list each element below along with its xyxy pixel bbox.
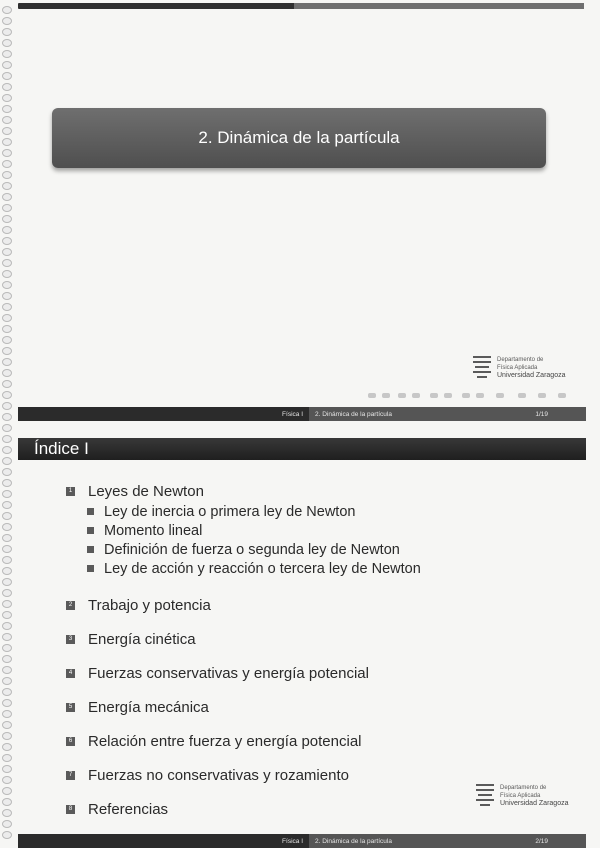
- slide1-logo-text: [497, 356, 565, 380]
- binding-hole: [2, 776, 12, 784]
- bullet-square-icon: [87, 565, 94, 572]
- toc-label: Energía cinética: [88, 630, 196, 648]
- binding-hole: [2, 567, 12, 575]
- binding-hole: [2, 303, 12, 311]
- binding-hole: [2, 325, 12, 333]
- slide2-university-logo: [476, 784, 568, 810]
- binding-hole: [2, 61, 12, 69]
- toc-sublabel: Ley de acción y reacción o tercera ley de Newton: [104, 560, 421, 577]
- binding-hole: [2, 512, 12, 520]
- binding-hole: [2, 787, 12, 795]
- toc-number: 7: [66, 771, 75, 780]
- toc-label: Relación entre fuerza y energía potencial: [88, 732, 362, 750]
- toc-sublabel: Ley de inercia o primera ley de Newton: [104, 503, 356, 520]
- binding-hole: [2, 732, 12, 740]
- university-crest-icon: [473, 356, 491, 382]
- toc-subitem-2[interactable]: [66, 521, 566, 540]
- toc-label: Fuerzas no conservativas y rozamiento: [88, 766, 349, 784]
- binding-hole: [2, 127, 12, 135]
- binding-hole: [2, 490, 12, 498]
- binding-hole: [2, 820, 12, 828]
- binding-hole: [2, 380, 12, 388]
- binding-hole: [2, 17, 12, 25]
- binding-hole: [2, 611, 12, 619]
- binding-hole: [2, 809, 12, 817]
- binding-hole: [2, 677, 12, 685]
- binding-hole: [2, 83, 12, 91]
- toc-item-4[interactable]: [66, 662, 566, 684]
- logo-dept: Departamento de: [497, 357, 544, 363]
- binding-hole: [2, 479, 12, 487]
- binding-hole: [2, 28, 12, 36]
- binding-hole: [2, 710, 12, 718]
- binding-hole: [2, 259, 12, 267]
- toc-number: 3: [66, 635, 75, 644]
- university-crest-icon: [476, 784, 494, 810]
- toc-label: Referencias: [88, 800, 169, 818]
- slide2-footer: [18, 834, 586, 848]
- binding-hole: [2, 402, 12, 410]
- toc-number: 8: [66, 805, 75, 814]
- toc-item-6[interactable]: [66, 730, 566, 752]
- binding-hole: [2, 424, 12, 432]
- toc-item-3[interactable]: [66, 628, 566, 650]
- table-of-contents: [66, 480, 569, 820]
- slide1-title: 2. Dinámica de la partícula: [198, 128, 400, 147]
- toc-sublabel: Definición de fuerza o segunda ley de Newton: [104, 541, 400, 558]
- logo-dept: Departamento de: [500, 785, 547, 791]
- binding-hole: [2, 248, 12, 256]
- binding-hole: [2, 182, 12, 190]
- toc-label: Leyes de Newton: [88, 482, 204, 500]
- binding-hole: [2, 149, 12, 157]
- slide1-title-box: [52, 108, 546, 168]
- binding-hole: [2, 523, 12, 531]
- toc-number: 4: [66, 669, 75, 678]
- binding-hole: [2, 688, 12, 696]
- binding-hole: [2, 446, 12, 454]
- binding-hole: [2, 666, 12, 674]
- toc-number: 6: [66, 737, 75, 746]
- binding-hole: [2, 655, 12, 663]
- toc-subitem-1[interactable]: [66, 502, 566, 521]
- logo-area: Física Aplicada: [497, 365, 538, 371]
- slide2-title: Índice I: [34, 439, 89, 458]
- binding-hole: [2, 215, 12, 223]
- binding-hole: [2, 281, 12, 289]
- slide2-footer-course: Física I: [282, 837, 303, 845]
- slide2-footer-topic: 2. Dinámica de la partícula: [315, 837, 392, 845]
- binding-hole: [2, 578, 12, 586]
- binding-hole: [2, 6, 12, 14]
- toc-item-1[interactable]: [66, 480, 566, 502]
- toc-label: Fuerzas conservativas y energía potencial: [88, 664, 369, 682]
- spiral-binding: [0, 0, 14, 848]
- binding-hole: [2, 622, 12, 630]
- binding-hole: [2, 369, 12, 377]
- binding-hole: [2, 633, 12, 641]
- slide1-footer-course: Física I: [282, 410, 303, 418]
- binding-hole: [2, 600, 12, 608]
- binding-hole: [2, 413, 12, 421]
- binding-hole: [2, 39, 12, 47]
- binding-hole: [2, 765, 12, 773]
- binding-hole: [2, 391, 12, 399]
- binding-hole: [2, 50, 12, 58]
- logo-area: Física Aplicada: [500, 793, 541, 799]
- binding-hole: [2, 72, 12, 80]
- toc-number: 1: [66, 487, 75, 496]
- binding-hole: [2, 721, 12, 729]
- binding-hole: [2, 556, 12, 564]
- binding-hole: [2, 468, 12, 476]
- binding-hole: [2, 292, 12, 300]
- binding-hole: [2, 204, 12, 212]
- binding-hole: [2, 314, 12, 322]
- slide1-footer-topic: 2. Dinámica de la partícula: [315, 410, 392, 418]
- top-rule: [18, 3, 584, 9]
- bullet-square-icon: [87, 527, 94, 534]
- logo-university: Universidad Zaragoza: [500, 800, 569, 807]
- toc-sublabel: Momento lineal: [104, 522, 203, 539]
- toc-item-7[interactable]: [66, 764, 566, 786]
- toc-subitem-4[interactable]: [66, 559, 566, 578]
- slide1-footer-page: 1/19: [535, 410, 548, 418]
- bullet-square-icon: [87, 508, 94, 515]
- toc-label: Energía mecánica: [88, 698, 209, 716]
- binding-hole: [2, 589, 12, 597]
- toc-label: Trabajo y potencia: [88, 596, 211, 614]
- binding-hole: [2, 160, 12, 168]
- binding-hole: [2, 171, 12, 179]
- binding-hole: [2, 644, 12, 652]
- binding-hole: [2, 94, 12, 102]
- binding-hole: [2, 754, 12, 762]
- binding-hole: [2, 138, 12, 146]
- binding-hole: [2, 534, 12, 542]
- binding-hole: [2, 545, 12, 553]
- binding-hole: [2, 699, 12, 707]
- binding-hole: [2, 270, 12, 278]
- toc-number: 2: [66, 601, 75, 610]
- binding-hole: [2, 457, 12, 465]
- binding-hole: [2, 435, 12, 443]
- toc-item-5[interactable]: [66, 696, 566, 718]
- binding-hole: [2, 831, 12, 839]
- slide1-footer: [18, 407, 586, 421]
- binding-hole: [2, 743, 12, 751]
- toc-item-2[interactable]: [66, 594, 566, 616]
- slide1-university-logo: [473, 356, 565, 382]
- slide2-header: [18, 438, 586, 460]
- binding-hole: [2, 336, 12, 344]
- slide2-logo-text: [500, 784, 568, 808]
- slide2-footer-page: 2/19: [535, 837, 548, 845]
- logo-university: Universidad Zaragoza: [497, 372, 566, 379]
- binding-hole: [2, 237, 12, 245]
- bullet-square-icon: [87, 546, 94, 553]
- binding-hole: [2, 501, 12, 509]
- binding-hole: [2, 358, 12, 366]
- slide1-navigation-symbols[interactable]: [368, 393, 584, 399]
- binding-hole: [2, 226, 12, 234]
- toc-subitem-3[interactable]: [66, 540, 566, 559]
- binding-hole: [2, 347, 12, 355]
- binding-hole: [2, 798, 12, 806]
- binding-hole: [2, 116, 12, 124]
- binding-hole: [2, 193, 12, 201]
- toc-number: 5: [66, 703, 75, 712]
- binding-hole: [2, 105, 12, 113]
